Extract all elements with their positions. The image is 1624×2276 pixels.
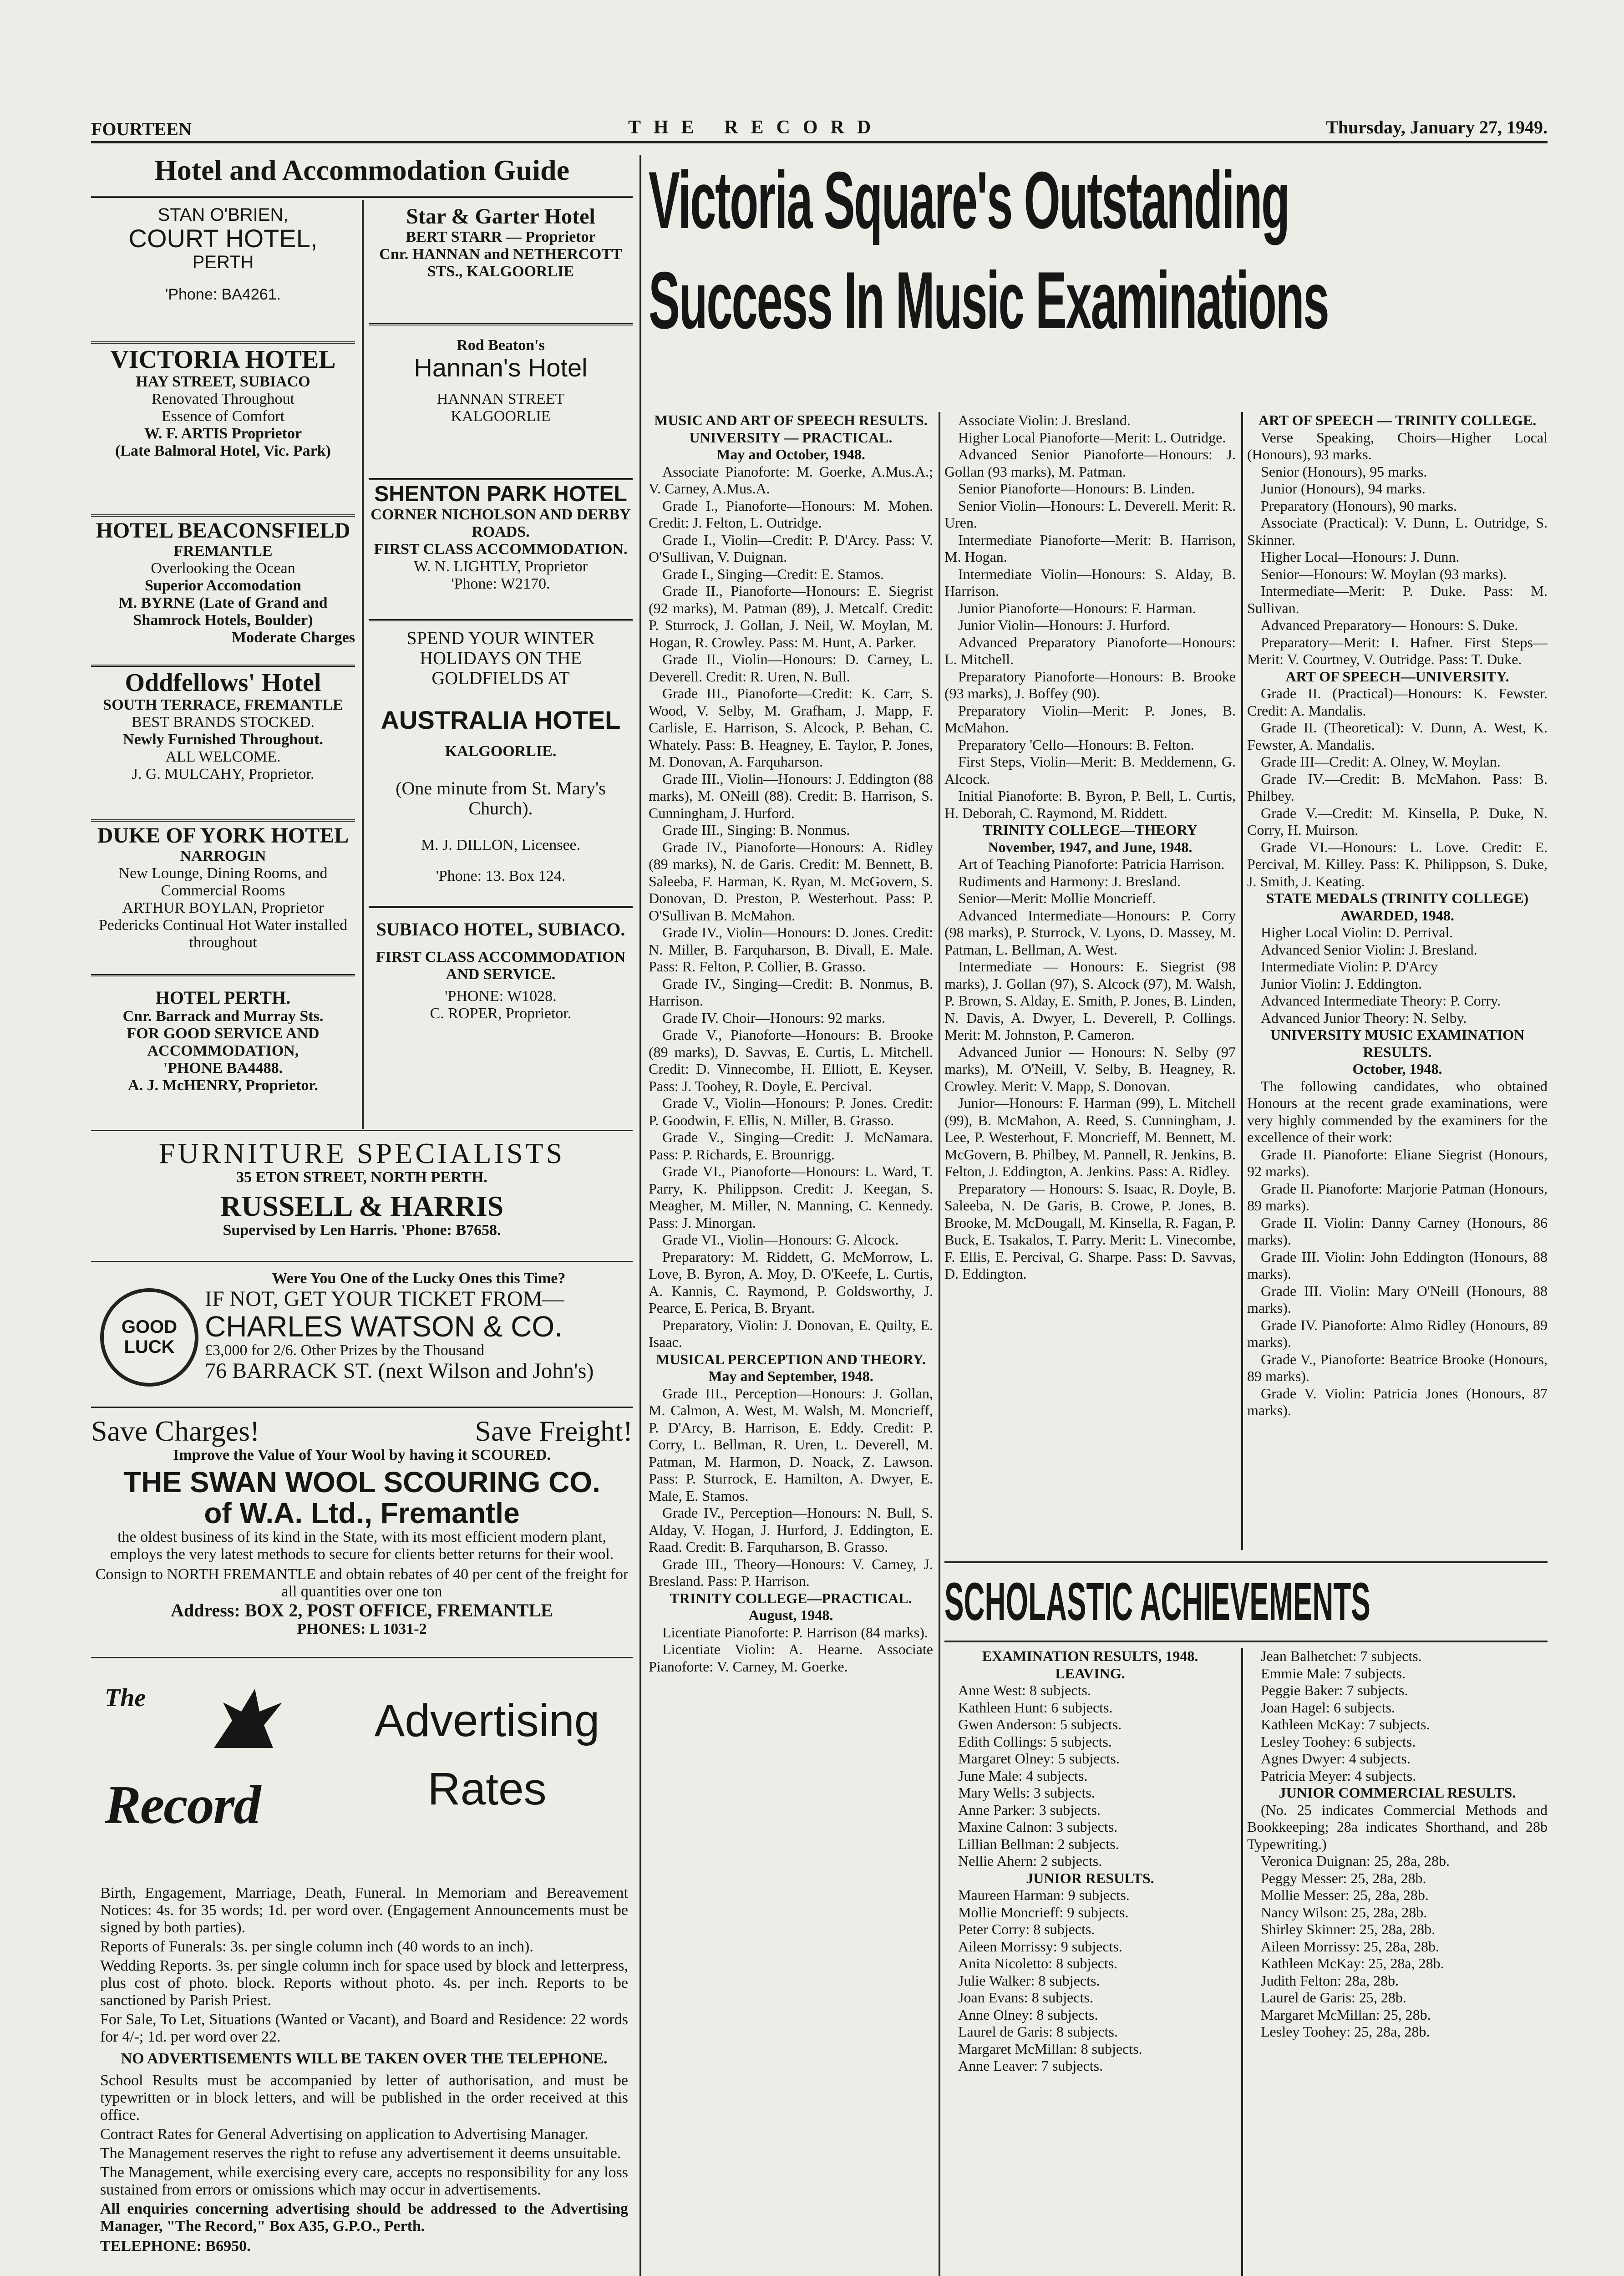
section-heading: ART OF SPEECH — TRINITY COLLEGE. (1258, 412, 1537, 428)
advertising-rates (91, 1675, 633, 2276)
result-entry: Preparatory Violin—Merit: P. Jones, B. McMahon. (944, 702, 1236, 736)
result-entry: Anita Nicoletto: 8 subjects. (958, 1955, 1118, 1971)
section-heading: UNIVERSITY MUSIC EXAMINATION RESULTS. (1270, 1026, 1525, 1060)
rates-text: NO ADVERTISEMENTS WILL BE TAKEN OVER THE TELEPHONE. (121, 2050, 608, 2067)
ad-line: BERT STARR — Proprietor (406, 229, 596, 245)
ad-line: Supervised by Len Harris. 'Phone: B7658. (223, 1222, 501, 1239)
result-entry: Grade III., Perception—Honours: J. Gollan, M. Calmon, A. West, M. Walsh, M. Moncrieff, P. D'Arcy, B. Harrison, E. Eddy. Credit: P. Corry, L. Bellman, R. Uren, L. Deverell, M. Patman, M. Harmon, D. Noack, Z. Lawson. Pass: P. Sturrock, E. Hamilton, A. Dwyer, E. Male, E. Stamos. (649, 1385, 933, 1504)
rates-body (100, 1885, 628, 2276)
section-heading: October, 1948. (1352, 1061, 1442, 1077)
section-heading: TRINITY COLLEGE—THEORY (983, 822, 1198, 838)
griffin-icon (205, 1684, 287, 1753)
result-entry: Grade IV. Choir—Honours: 92 marks. (662, 1009, 886, 1026)
result-entry: Junior Violin: J. Eddington. (1261, 975, 1422, 992)
result-entry: Grade IV.—Credit: B. McMahon. Pass: B. Philbey. (1247, 770, 1548, 804)
hotel-guide-title: Hotel and Accommodation Guide (91, 155, 633, 198)
ad-line: ARTHUR BOYLAN, Proprietor (122, 899, 324, 916)
charles-watson-ad (91, 1270, 633, 1408)
ad-line: Save Freight! (475, 1416, 633, 1447)
result-entry: Margaret Olney: 5 subjects. (958, 1750, 1120, 1767)
result-entry: Emmie Male: 7 subjects. (1261, 1665, 1406, 1682)
result-entry: Grade III., Theory—Honours: V. Carney, J. Bresland. Pass: P. Harrison. (649, 1555, 933, 1589)
result-entry: First Steps, Violin—Merit: B. Meddemenn, G. Alcock. (944, 753, 1236, 787)
ad-line: A. J. McHENRY, Proprietor. (128, 1077, 318, 1094)
result-entry: Junior (Honours), 94 marks. (1261, 480, 1426, 497)
headline (649, 155, 1548, 369)
subiaco-hotel-ad (369, 920, 633, 1120)
result-entry: Associate Violin: J. Bresland. (958, 412, 1131, 428)
result-entry: Grade V. Violin: Patricia Jones (Honours, 87 marks). (1247, 1385, 1548, 1418)
result-entry: Senior—Honours: W. Moylan (93 marks). (1261, 565, 1507, 582)
result-entry: Advanced Senior Pianoforte—Honours: J. Gollan (93 marks), M. Patman. (944, 446, 1236, 480)
result-entry: Intermediate Violin: P. D'Arcy (1261, 958, 1438, 975)
result-entry: Grade I., Violin—Credit: P. D'Arcy. Pass: V. O'Sullivan, V. Duignan. (649, 531, 933, 565)
ad-line: SOUTH TERRACE, FREMANTLE (103, 696, 343, 713)
ad-line: SPEND YOUR WINTER HOLIDAYS ON THE GOLDFIELDS AT (406, 628, 595, 688)
result-entry: Intermediate Pianoforte—Merit: B. Harrison, M. Hogan. (944, 531, 1236, 565)
result-entry: Associate (Practical): V. Dunn, L. Outridge, S. Skinner. (1247, 514, 1548, 548)
result-entry: Licentiate Pianoforte: P. Harrison (84 marks). (662, 1624, 928, 1641)
ad-line: M. J. DILLON, Licensee. (421, 837, 581, 854)
section-heading: LEAVING. (1055, 1665, 1125, 1682)
section-heading: UNIVERSITY — PRACTICAL. (689, 429, 893, 446)
ad-line: Save Charges! (91, 1416, 260, 1447)
result-entry: Mary Wells: 3 subjects. (958, 1784, 1095, 1801)
ad-line: W. N. LIGHTLY, Proprietor (414, 558, 588, 575)
ad-line: Address: BOX 2, POST OFFICE, FREMANTLE (171, 1600, 553, 1621)
logo-text: Record (105, 1774, 260, 1835)
result-entry: Preparatory (Honours), 90 marks. (1261, 497, 1457, 514)
result-entry: Advanced Preparatory Pianoforte—Honours: L. Mitchell. (944, 634, 1236, 667)
result-entry: Preparatory, Violin: J. Donovan, E. Quilty, E. Isaac. (649, 1316, 933, 1350)
section-heading: TRINITY COLLEGE—PRACTICAL. (670, 1590, 912, 1606)
ad-line: Moderate Charges (232, 629, 355, 646)
ad-line: Newly Furnished Throughout. (123, 731, 323, 748)
result-entry: Verse Speaking, Choirs—Higher Local (Honours), 93 marks. (1247, 429, 1548, 462)
ad-line: J. G. MULCAHY, Proprietor. (132, 766, 315, 782)
result-entry: Judith Felton: 28a, 28b. (1261, 1972, 1399, 1989)
hotel-perth-ad (91, 988, 355, 1124)
ad-line: Improve the Value of Your Wool by having it SCOURED. (173, 1447, 551, 1463)
result-entry: Peggy Messer: 25, 28a, 28b. (1261, 1870, 1426, 1886)
ad-line: VICTORIA HOTEL (110, 346, 336, 374)
result-entry: Grade II. Pianoforte: Marjorie Patman (Honours, 89 marks). (1247, 1180, 1548, 1214)
result-entry: Edith Collings: 5 subjects. (958, 1733, 1112, 1750)
headline-line-1: Victoria Square's Outstanding (649, 155, 1289, 245)
result-entry: Grade V., Pianoforte—Honours: B. Brooke (89 marks), D. Savvas, E. Curtis, L. Mitchell. Credit: D. Vinnecombe, H. Elliott, E. Keyser. Pass: J. Toohey, R. Doyle, E. Percival. (649, 1026, 933, 1094)
column-divider (939, 412, 940, 2276)
result-entry: Joan Hagel: 6 subjects. (1261, 1699, 1396, 1716)
result-entry: Advanced Preparatory— Honours: S. Duke. (1261, 617, 1518, 633)
ad-line: (One minute from St. Mary's Church). (396, 778, 606, 818)
scholastic-title (944, 1561, 1548, 1642)
result-entry: Peter Corry: 8 subjects. (958, 1921, 1095, 1937)
section-heading: JUNIOR RESULTS. (1026, 1870, 1154, 1886)
result-entry: Art of Teaching Pianoforte: Patricia Harrison. (958, 856, 1225, 872)
ad-line: £3,000 for 2/6. Other Prizes by the Thousand (205, 1342, 485, 1359)
result-entry: Intermediate — Honours: E. Siegrist (98 marks), J. Gollan (97), S. Alcock (97), M. Walsh, P. Brown, S. Alday, E. Smith, P. Jones, B. Linden, N. Davis, A. Dwyer, L. Deverell, P. Collings. Merit: M. Johnston, P. Cameron. (944, 958, 1236, 1043)
result-entry: Agnes Dwyer: 4 subjects. (1261, 1750, 1411, 1767)
ad-line: HOTEL BEACONSFIELD (96, 519, 350, 543)
result-entry: Grade IV., Pianoforte—Honours: A. Ridley (89 marks), N. de Garis. Credit: M. Bennett, B. Saleeba, F. Harman, K. Ryan, M. McGovern, S. Donovan, D. Preston, P. Westerhout. Pass: P. O'Sullivan B. McMahon. (649, 838, 933, 924)
ad-line: HAY STREET, SUBIACO (136, 373, 310, 390)
result-entry: Grade II. Violin: Danny Carney (Honours, 86 marks). (1247, 1214, 1548, 1248)
logo-text: The (105, 1684, 146, 1712)
beaconsfield-hotel-ad (91, 519, 355, 667)
ad-line: Overlooking the Ocean (151, 560, 295, 577)
result-entry: Anne Leaver: 7 subjects. (958, 2058, 1103, 2074)
result-entry: Advanced Senior Violin: J. Bresland. (1261, 941, 1477, 958)
ad-line: C. ROPER, Proprietor. (430, 1005, 572, 1022)
results-column-2 (944, 412, 1236, 1550)
result-entry: Preparatory Pianoforte—Honours: B. Brooke (93 marks), J. Boffey (90). (944, 668, 1236, 701)
ad-line: Cnr. HANNAN and NETHERCOTT STS., KALGOORLIE (379, 246, 622, 280)
result-entry: Grade VI., Violin—Honours: G. Alcock. (662, 1231, 899, 1248)
section-heading: August, 1948. (748, 1607, 833, 1623)
result-entry: Grade I., Pianoforte—Honours: M. Mohen. Credit: J. Felton, L. Outridge. (649, 497, 933, 531)
result-entry: Initial Pianoforte: B. Byron, P. Bell, L. Curtis, H. Deborah, C. Raymond, M. Riddett. (944, 787, 1236, 821)
ad-line: FURNITURE SPECIALISTS (158, 1138, 565, 1169)
section-heading: May and October, 1948. (716, 446, 865, 462)
rates-text: Contract Rates for General Advertising on application to Advertising Manager. (100, 2126, 589, 2143)
result-entry: Licentiate Violin: A. Hearne. Associate Pianoforte: V. Carney, M. Goerke. (649, 1641, 933, 1675)
result-entry: Intermediate—Merit: P. Duke. Pass: M. Sullivan. (1247, 583, 1548, 616)
result-entry: Grade VI., Pianoforte—Honours: L. Ward, T. Parry, K. Philippson. Credit: J. Keegan, S. Meagher, M. Miller, N. Manning, C. Kennedy. Pass: J. Minorgan. (649, 1163, 933, 1231)
result-entry: Preparatory — Honours: S. Isaac, R. Doyle, B. Saleeba, N. De Garis, B. Crowe, P. Jones, B. Brooke, M. McDougall, M. Kinsella, R. Fagan, P. Buck, E. Tsakalos, T. Parry. Merit: L. Vinecombe, F. Ellis, E. Percival, G. Sharpe. Pass: D. Savvas, D. Eddington. (944, 1180, 1236, 1282)
result-entry: Grade V.—Credit: M. Kinsella, P. Duke, N. Corry, H. Muirson. (1247, 804, 1548, 838)
ad-line: NARROGIN (180, 848, 266, 864)
result-entry: Rudiments and Harmony: J. Bresland. (958, 873, 1181, 889)
ad-line: New Lounge, Dining Rooms, and Commercial Rooms (118, 865, 328, 899)
ad-line: PERTH (192, 252, 254, 272)
result-entry: Kathleen McKay: 7 subjects. (1261, 1716, 1430, 1732)
ad-line: 'Phone: W2170. (451, 575, 550, 592)
rates-text: Reports of Funerals: 3s. per single column inch (40 words to an inch). (100, 1938, 533, 1955)
ad-line: CORNER NICHOLSON AND DERBY ROADS. (370, 506, 631, 540)
ad-line: FIRST CLASS ACCOMMODATION AND SERVICE. (376, 949, 626, 983)
ad-line: Star & Garter Hotel (406, 205, 595, 229)
result-entry: Kathleen Hunt: 6 subjects. (958, 1699, 1113, 1716)
rates-text: The Management reserves the right to refuse any advertisement it deems unsuitable. (100, 2145, 621, 2162)
hannans-hotel-ad (369, 328, 633, 480)
result-entry: The following candidates, who obtained Honours at the recent grade examinations, were very highly commended by the examiners for the excellence of their work: (1247, 1077, 1548, 1145)
ad-line: M. BYRNE (Late of Grand and Shamrock Hotels, Boulder) (118, 594, 328, 629)
result-entry: Laurel de Garis: 8 subjects. (958, 2023, 1118, 2040)
result-entry: Maureen Harman: 9 subjects. (958, 1887, 1130, 1903)
result-entry: Grade IV. Pianoforte: Almo Ridley (Honours, 89 marks). (1247, 1316, 1548, 1350)
result-entry: Higher Local Violin: D. Perrival. (1261, 924, 1453, 940)
ad-line: IF NOT, GET YOUR TICKET FROM— (205, 1287, 564, 1311)
result-entry: Grade III. Violin: John Eddington (Honours, 88 marks). (1247, 1248, 1548, 1282)
result-entry: Anne Parker: 3 subjects. (958, 1801, 1101, 1818)
section-heading: ART OF SPEECH—UNIVERSITY. (1285, 668, 1509, 685)
result-entry: Anne Olney: 8 subjects. (958, 2006, 1098, 2023)
ad-line: 'Phone: BA4261. (165, 286, 281, 303)
result-entry: Maxine Calnon: 3 subjects. (958, 1819, 1118, 1835)
result-entry: Grade IV., Violin—Honours: D. Jones. Credit: N. Miller, B. Farquharson, B. Divall, E. Male. Pass: R. Felton, P. Collier, B. Grasso. (649, 924, 933, 975)
result-entry: Senior—Merit: Mollie Moncrieff. (958, 890, 1156, 906)
result-entry: Junior Violin—Honours: J. Hurford. (958, 617, 1170, 633)
ad-line: FOR GOOD SERVICE AND ACCOMMODATION, (127, 1025, 320, 1059)
furniture-ad (91, 1138, 633, 1262)
ad-line: 35 ETON STREET, NORTH PERTH. (236, 1169, 487, 1186)
ad-title: Advertising (374, 1695, 600, 1746)
ad-line: W. F. ARTIS Proprietor (144, 425, 302, 442)
paper-name: THE RECORD (628, 117, 884, 138)
result-entry: Margaret McMillan: 25, 28b. (1261, 2006, 1431, 2023)
result-entry: Advanced Intermediate Theory: P. Corry. (1261, 992, 1501, 1009)
ad-line: Oddfellows' Hotel (125, 669, 321, 697)
victoria-hotel-ad (91, 346, 355, 517)
result-entry: Preparatory—Merit: I. Hafner. First Steps—Merit: V. Courtney, V. Outridge. Pass: T. Duke. (1247, 634, 1548, 667)
result-entry: Grade IV., Perception—Honours: N. Bull, S. Alday, V. Hogan, J. Hurford, J. Eddington, E. Raad. Credit: B. Farquharson, B. Grasso. (649, 1504, 933, 1555)
ad-line: FREMANTLE (173, 543, 273, 559)
column-divider (1241, 412, 1243, 1550)
advertising-column (91, 155, 633, 2276)
ad-line: DUKE OF YORK HOTEL (97, 824, 349, 848)
result-entry: Lillian Bellman: 2 subjects. (958, 1835, 1119, 1852)
result-entry: Anne West: 8 subjects. (958, 1682, 1091, 1698)
newspaper-page (91, 109, 1548, 2276)
section-heading: STATE MEDALS (TRINITY COLLEGE) AWARDED, 1948. (1266, 890, 1529, 924)
ad-line: CHARLES WATSON & CO. (205, 1310, 563, 1343)
rates-text: For Sale, To Let, Situations (Wanted or Vacant), and Board and Residence: 22 words for 4/-; 1d. per word over 22. (100, 2011, 628, 2045)
ad-line: KALGOORLIE. (445, 743, 557, 760)
result-entry: Nancy Wilson: 25, 28a, 28b. (1261, 1904, 1427, 1920)
ad-line: HOTEL PERTH. (155, 988, 291, 1008)
issue-date: Thursday, January 27, 1949. (1326, 117, 1548, 137)
result-entry: Higher Local Pianoforte—Merit: L. Outridge. (958, 429, 1226, 446)
swan-wool-ad (91, 1416, 633, 1658)
ad-line: SUBIACO HOTEL, SUBIACO. (376, 920, 625, 940)
column-divider (639, 155, 641, 2276)
result-entry: Lesley Toohey: 25, 28a, 28b. (1261, 2023, 1430, 2040)
divider (91, 1129, 633, 1131)
ad-line: RUSSELL & HARRIS (220, 1190, 504, 1222)
ad-line: Rod Beaton's (457, 337, 545, 354)
section-heading: November, 1947, and June, 1948. (988, 838, 1193, 855)
masthead (91, 109, 1548, 143)
ad-line: KALGOORLIE (451, 408, 551, 425)
result-entry: Senior (Honours), 95 marks. (1261, 463, 1427, 480)
horseshoe-icon (100, 1288, 198, 1387)
result-entry: Kathleen McKay: 25, 28a, 28b. (1261, 1955, 1444, 1971)
result-entry: Grade V., Singing—Credit: J. McNamara. Pass: P. Richards, E. Brounrigg. (649, 1129, 933, 1163)
result-entry: Margaret McMillan: 8 subjects. (958, 2040, 1142, 2057)
scholastic-heading: SCHOLASTIC ACHIEVEMENTS (944, 1572, 1370, 1632)
column-divider (362, 200, 364, 1129)
ad-line: 'Phone: 13. Box 124. (436, 868, 566, 884)
result-entry: Grade II. (Theoretical): V. Dunn, A. West, K. Fewster, A. Mandalis. (1247, 719, 1548, 753)
ad-line: GOOD (121, 1317, 178, 1337)
result-entry: Associate Pianoforte: M. Goerke, A.Mus.A.; V. Carney, A.Mus.A. (649, 463, 933, 497)
australia-hotel-ad (369, 624, 633, 908)
result-entry: Gwen Anderson: 5 subjects. (958, 1716, 1122, 1732)
result-entry: Aileen Morrissy: 25, 28a, 28b. (1261, 1938, 1439, 1955)
scholastic-left (944, 1648, 1236, 2276)
result-entry: Grade II. (Practical)—Honours: K. Fewster. Credit: A. Mandalis. (1247, 685, 1548, 719)
section-heading: MUSICAL PERCEPTION AND THEORY. (656, 1351, 926, 1367)
ad-line: BEST BRANDS STOCKED. (131, 714, 315, 731)
result-entry: Grade III., Violin—Honours: J. Eddington (88 marks), M. ONeill (88). Credit: B. Harrison, S. Cunningham, J. Hurford. (649, 770, 933, 821)
court-hotel-ad (91, 205, 355, 344)
result-entry: Grade II., Violin—Honours: D. Carney, L. Deverell. Credit: R. Uren, N. Bull. (649, 651, 933, 685)
scholastic-right (1247, 1648, 1548, 2276)
result-entry: Grade V., Violin—Honours: P. Jones. Credit: P. Goodwin, F. Ellis, N. Miller, B. Grasso. (649, 1095, 933, 1128)
result-entry: Advanced Junior Theory: N. Selby. (1261, 1009, 1467, 1026)
ad-line: Cnr. Barrack and Murray Sts. (122, 1008, 324, 1025)
ad-line: 'PHONE BA4488. (163, 1060, 283, 1077)
ad-line: Essence of Comfort (161, 408, 285, 425)
result-entry: Grade II. Pianoforte: Eliane Siegrist (Honours, 92 marks). (1247, 1146, 1548, 1179)
rates-text: Birth, Engagement, Marriage, Death, Funeral. In Memoriam and Bereavement Notices: 4s. for 35 words; 1d. per word over. (Engagement Announcements must be signed by both parties). (100, 1885, 628, 1936)
ad-line: 76 BARRACK ST. (next Wilson and John's) (205, 1359, 594, 1383)
result-entry: (No. 25 indicates Commercial Methods and Bookkeeping; 28a indicates Shorthand, and 28b Typewriting.) (1247, 1801, 1548, 1852)
result-entry: Grade VI.—Honours: L. Love. Credit: E. Percival, M. Killey. Pass: K. Philippson, S. Duke, J. Smith, J. Keating. (1247, 838, 1548, 889)
section-heading: MUSIC AND ART OF SPEECH RESULTS. (654, 412, 928, 428)
rates-text: TELEPHONE: B6950. (100, 2238, 251, 2255)
result-entry: Lesley Toohey: 6 subjects. (1261, 1733, 1416, 1750)
result-entry: Preparatory 'Cello—Honours: B. Felton. (958, 736, 1194, 753)
result-entry: Junior—Honours: F. Harman (99), L. Mitchell (99), B. McMahon, A. Reed, S. Cunningham, J. Lee, P. Westerhout, F. Moncrieff, M. Bennett, M. McGovern, B. Philbey, M. Pannell, R. Jenkins, B. Felton, J. Eddington, A. Jenkins. Pass: A. Ridley. (944, 1095, 1236, 1179)
shenton-park-hotel-ad (369, 483, 633, 621)
result-entry: Junior Pianoforte—Honours: F. Harman. (958, 599, 1196, 616)
result-entry: Advanced Intermediate—Honours: P. Corry (98 marks), P. Sturrock, V. Lyons, D. Massey, M. Patman, L. Bellman, A. West. (944, 907, 1236, 958)
ad-line: 'PHONE: W1028. (445, 988, 557, 1005)
result-entry: Grade III. Violin: Mary O'Neill (Honours, 88 marks). (1247, 1282, 1548, 1316)
ad-line: Hannan's Hotel (414, 353, 588, 382)
ad-line: Pedericks Continual Hot Water installed throughout (98, 917, 348, 951)
result-entry: June Male: 4 subjects. (958, 1767, 1088, 1784)
ad-line: the oldest business of its kind in the State, with its most efficient modern plant, employs the very latest methods to secure for clients better returns for their wool. (110, 1529, 614, 1563)
section-heading: EXAMINATION RESULTS, 1948. (982, 1648, 1198, 1664)
result-entry: Veronica Duignan: 25, 28a, 28b. (1261, 1853, 1450, 1869)
result-entry: Joan Evans: 8 subjects. (958, 1989, 1093, 2006)
result-entry: Grade III—Credit: A. Olney, W. Moylan. (1261, 753, 1501, 770)
section-heading: May and September, 1948. (708, 1368, 873, 1384)
ad-line: (Late Balmoral Hotel, Vic. Park) (115, 442, 331, 459)
result-entry: Aileen Morrissy: 9 subjects. (958, 1938, 1122, 1955)
ad-line: HANNAN STREET (436, 391, 565, 407)
result-entry: Grade III., Singing: B. Nonmus. (662, 822, 850, 838)
ad-line: LUCK (124, 1337, 175, 1357)
results-column-1 (649, 412, 933, 2276)
ad-line: PHONES: L 1031-2 (297, 1621, 427, 1637)
result-entry: Peggie Baker: 7 subjects. (1261, 1682, 1408, 1698)
result-entry: Preparatory: M. Riddett, G. McMorrow, L. Love, B. Byron, A. Moy, D. O'Keefe, L. Curtis, A. Kannis, C. Raymond, P. Goldsworthy, J. Pearce, E. Perica, B. Bryant. (649, 1248, 933, 1316)
result-entry: Grade I., Singing—Credit: E. Stamos. (662, 565, 884, 582)
result-entry: Advanced Junior — Honours: N. Selby (97 marks), M. O'Neill, V. Selby, B. Heagney, R. Crowley. Merit: V. Mapp, S. Donovan. (944, 1043, 1236, 1094)
result-entry: Grade II., Pianoforte—Honours: E. Siegrist (92 marks), M. Patman (89), J. Metcalf. Credit: P. Sturrock, J. Gollan, J. Neil, W. Moylan, M. Hogan, R. Crowley. Pass: M. Hunt, A. Parker. (649, 583, 933, 650)
ad-line: ALL WELCOME. (165, 748, 281, 765)
result-entry: Mollie Moncrieff: 9 subjects. (958, 1904, 1129, 1920)
column-divider (1241, 1648, 1243, 2276)
oddfellows-hotel-ad (91, 669, 355, 822)
ad-title: Rates (427, 1763, 547, 1814)
ad-line: STAN O'BRIEN, (157, 205, 289, 225)
rates-text: The Management, while exercising every care, accepts no responsibility for any loss sustained from errors or omissions which may occur in advertisements. (100, 2164, 628, 2198)
ad-line: Consign to NORTH FREMANTLE and obtain rebates of 40 per cent of the freight for all quantities over one ton (95, 1566, 629, 1600)
result-entry: Mollie Messer: 25, 28a, 28b. (1261, 1887, 1429, 1903)
ad-line: Were You One of the Lucky Ones this Time? (272, 1270, 566, 1287)
headline-line-2: Success In Music Examinations (649, 255, 1329, 345)
result-entry: Senior Pianoforte—Honours: B. Linden. (958, 480, 1195, 497)
rates-text: Wedding Reports. 3s. per single column inch for space used by block and letterpress, plus cost of photo. block. Reports without photo. 4s. per inch. Reports to be sanctioned by Parish Priest. (100, 1957, 628, 2009)
result-entry: Jean Balhetchet: 7 subjects. (1261, 1648, 1422, 1664)
ad-line: of W.A. Ltd., Fremantle (204, 1497, 520, 1529)
result-entry: Grade IV., Singing—Credit: B. Nonmus, B. Harrison. (649, 975, 933, 1009)
ad-line: COURT HOTEL, (128, 224, 318, 253)
rates-text: All enquiries concerning advertising should be addressed to the Advertising Manager, "The Record," Box A35, G.P.O., Perth. (100, 2200, 628, 2235)
result-entry: Patricia Meyer: 4 subjects. (1261, 1767, 1416, 1784)
page-number: FOURTEEN (91, 119, 192, 139)
rates-text: School Results must be accompanied by letter of authorisation, and must be typewritten or in block letters, and will be published in the order received at this office. (100, 2072, 628, 2124)
result-entry: Julie Walker: 8 subjects. (958, 1972, 1100, 1989)
result-entry: Intermediate Violin—Honours: S. Alday, B. Harrison. (944, 565, 1236, 599)
result-entry: Laurel de Garis: 25, 28b. (1261, 1989, 1406, 2006)
section-heading: JUNIOR COMMERCIAL RESULTS. (1279, 1784, 1516, 1801)
ad-line: SHENTON PARK HOTEL (374, 483, 627, 506)
ad-line: THE SWAN WOOL SCOURING CO. (123, 1466, 600, 1499)
ad-line: Superior Accomodation (144, 577, 302, 594)
results-column-3 (1247, 412, 1548, 1550)
result-entry: Shirley Skinner: 25, 28a, 28b. (1261, 1921, 1436, 1937)
ad-line: AUSTRALIA HOTEL (381, 706, 621, 734)
ad-line: Renovated Throughout (152, 391, 294, 407)
star-garter-hotel-ad (369, 205, 633, 325)
ad-line: FIRST CLASS ACCOMMODATION. (374, 541, 628, 558)
record-logo (105, 1684, 332, 1848)
result-entry: Grade III., Pianoforte—Credit: K. Carr, S. Wood, V. Selby, M. Grafham, J. Mapp, F. Carlisle, E. Harrison, S. Alcock, P. Behan, C. Whately. Pass: B. Heagney, E. Taylor, P. Jones, M. Donovan, A. Farquharson. (649, 685, 933, 770)
result-entry: Senior Violin—Honours: L. Deverell. Merit: R. Uren. (944, 497, 1236, 531)
result-entry: Higher Local—Honours: J. Dunn. (1261, 549, 1460, 565)
result-entry: Grade V., Pianoforte: Beatrice Brooke (Honours, 89 marks). (1247, 1351, 1548, 1384)
duke-of-york-hotel-ad (91, 824, 355, 976)
result-entry: Nellie Ahern: 2 subjects. (958, 1853, 1102, 1869)
